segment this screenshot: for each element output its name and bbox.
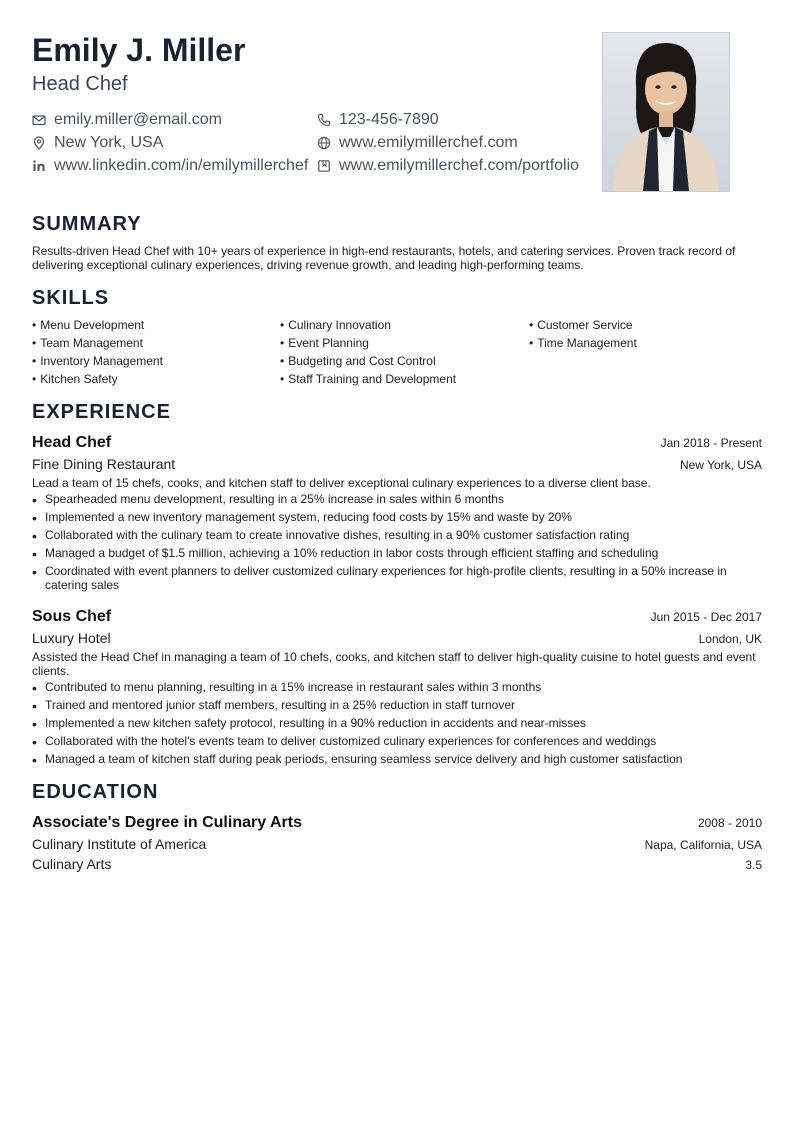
skills-list [32, 316, 762, 388]
education-section [32, 780, 762, 874]
job-entry [32, 432, 762, 592]
linkedin-text: www.linkedin.com/in/emilymillerchef [54, 156, 309, 174]
skill-empty [529, 370, 762, 388]
job-company: Fine Dining Restaurant [32, 456, 176, 472]
portfolio-text: www.emilymillerchef.com/portfolio [339, 156, 580, 174]
summary-text: Results-driven Head Chef with 10+ years of experience in high-end restaurants, hotels, and catering services. Proven track record of delivering exceptional culinary experiences, driving revenue growth, and leading high-performing teams. [32, 244, 736, 272]
job-bullet: • Spearheaded menu development, resulting in a 25% increase in sales within 6 months [32, 492, 762, 506]
job-location: New York, USA [679, 458, 762, 472]
mail-icon [32, 113, 46, 127]
skill-item: • Staff Training and Development [280, 370, 529, 388]
contact-linkedin[interactable] [32, 157, 317, 175]
job-bullet: • Managed a team of kitchen staff during peak periods, ensuring seamless service delivery and high customer satisfaction [32, 752, 762, 766]
location-text: New York, USA [54, 133, 164, 151]
phone-icon [317, 113, 331, 127]
summary-section [32, 212, 762, 272]
job-bullet: • Implemented a new kitchen safety protocol, resulting in a 90% reduction in accidents and near-misses [32, 716, 762, 730]
candidate-title: Head Chef [32, 73, 128, 95]
job-bullet: • Collaborated with the culinary team to create innovative dishes, resulting in a 90% customer satisfaction rating [32, 528, 762, 542]
contact-website[interactable] [317, 134, 518, 152]
job-location: London, UK [698, 632, 762, 646]
skill-item: • Event Planning [280, 334, 529, 352]
school-name: Culinary Institute of America [32, 836, 207, 852]
contact-email[interactable] [32, 111, 317, 129]
education-dates: 2008 - 2010 [697, 816, 762, 830]
skill-item: • Time Management [529, 334, 762, 352]
contact-location [32, 134, 317, 152]
website-text: www.emilymillerchef.com [339, 133, 518, 151]
job-bullets [32, 680, 762, 766]
gpa-value: 3.5 [745, 858, 762, 872]
resume-header [32, 30, 762, 200]
profile-photo [602, 32, 730, 192]
skill-item: • Menu Development [32, 316, 280, 334]
job-description: Assisted the Head Chef in managing a team of 10 chefs, cooks, and kitchen staff to deliver high-quality cuisine to hotel guests and event clients. [32, 650, 756, 678]
globe-icon [317, 136, 331, 150]
job-bullet: • Trained and mentored junior staff members, resulting in a 25% reduction in staff turnover [32, 698, 762, 712]
education-heading: EDUCATION [32, 781, 159, 803]
job-bullet: • Contributed to menu planning, resulting in a 15% increase in restaurant sales within 3 months [32, 680, 762, 694]
phone-text: 123-456-7890 [339, 110, 439, 128]
experience-section [32, 400, 762, 766]
job-title: Head Chef [32, 434, 112, 451]
skill-empty [529, 352, 762, 370]
skill-item: • Inventory Management [32, 352, 280, 370]
skill-item: • Budgeting and Cost Control [280, 352, 529, 370]
portfolio-icon [317, 159, 331, 173]
summary-heading: SUMMARY [32, 213, 142, 235]
skills-section [32, 286, 762, 388]
email-text: emily.miller@email.com [54, 110, 222, 128]
skill-item: • Kitchen Safety [32, 370, 280, 388]
contact-portfolio[interactable] [317, 157, 579, 175]
job-dates: Jun 2015 - Dec 2017 [650, 610, 762, 624]
job-dates: Jan 2018 - Present [660, 436, 762, 450]
contact-info [32, 108, 592, 177]
education-entry [32, 812, 762, 874]
contact-phone[interactable] [317, 111, 439, 129]
skill-item: • Culinary Innovation [280, 316, 529, 334]
resume-page [32, 30, 762, 874]
job-entry [32, 606, 762, 766]
skill-item: • Customer Service [529, 316, 762, 334]
skill-item: • Team Management [32, 334, 280, 352]
location-icon [32, 136, 46, 150]
job-bullet: • Coordinated with event planners to deliver customized culinary experiences for high-profile clients, resulting in a 50% increase in catering sales [32, 564, 762, 592]
job-title: Sous Chef [32, 608, 112, 625]
job-bullet: • Implemented a new inventory management system, reducing food costs by 15% and waste by 20% [32, 510, 762, 524]
field-of-study: Culinary Arts [32, 856, 112, 872]
candidate-name: Emily J. Miller [32, 32, 246, 68]
job-bullet: • Managed a budget of $1.5 million, achieving a 10% reduction in labor costs through efficient staffing and scheduling [32, 546, 762, 560]
degree-title: Associate's Degree in Culinary Arts [32, 814, 302, 831]
job-bullets [32, 492, 762, 592]
job-description: Lead a team of 15 chefs, cooks, and kitchen staff to deliver exceptional culinary experiences to a diverse client base. [32, 476, 651, 490]
job-company: Luxury Hotel [32, 630, 111, 646]
school-location: Napa, California, USA [644, 838, 762, 852]
experience-heading: EXPERIENCE [32, 401, 171, 423]
linkedin-icon [32, 159, 46, 173]
skills-heading: SKILLS [32, 287, 110, 309]
job-bullet: • Collaborated with the hotel's events team to deliver customized culinary experiences for conferences and weddings [32, 734, 762, 748]
